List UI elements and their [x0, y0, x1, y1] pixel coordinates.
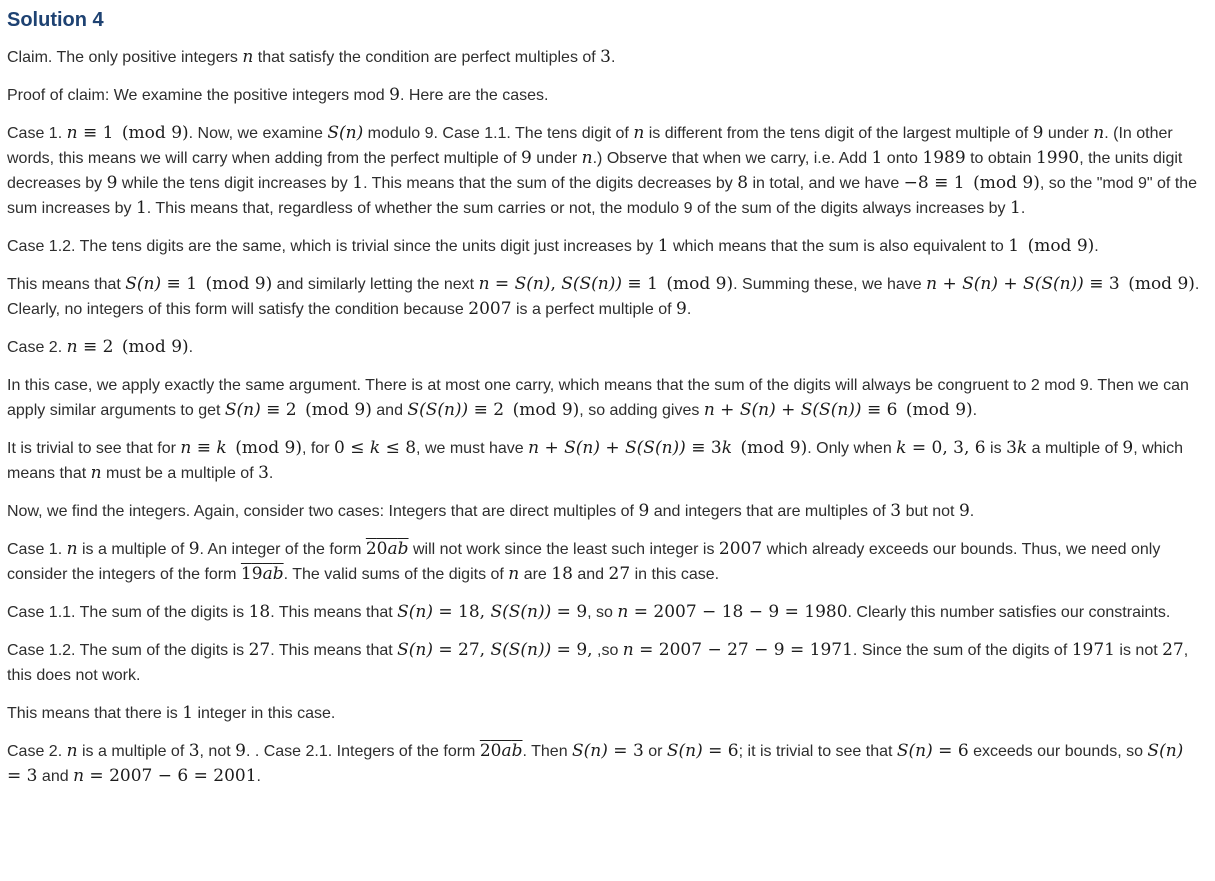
text-run: must be a multiple of: [101, 465, 259, 482]
math-run: 0 ≤: [333, 438, 370, 458]
math-run: 9: [521, 148, 532, 168]
text-run: , so adding gives: [579, 402, 704, 419]
math-run: 1971: [1071, 640, 1115, 660]
math-run: 27: [248, 640, 271, 660]
text-run: , for: [301, 440, 334, 457]
math-run: 9: [235, 741, 246, 761]
math-run: n: [66, 123, 78, 143]
page-title: Solution 4: [7, 9, 104, 31]
text-run: and: [371, 402, 408, 419]
text-run: is not: [1114, 642, 1163, 659]
math-run: 9: [1032, 123, 1044, 143]
paragraph: [7, 335, 1201, 360]
math-run: +: [937, 274, 963, 294]
text-run: , the units digit decreases by: [7, 150, 1183, 192]
math-run: n: [617, 602, 629, 622]
math-run: S(n): [739, 400, 776, 420]
math-run: ≡ 2 (mod 9): [468, 400, 580, 420]
math-run: 3: [600, 47, 611, 67]
text-run: ; it is trivial to see that: [738, 743, 897, 760]
math-run: = 0, 3, 6: [906, 438, 986, 458]
text-run: . Summing these, we have: [733, 276, 927, 293]
math-run: +: [997, 274, 1024, 294]
math-run: n: [73, 766, 85, 786]
text-run: and integers that are multiples of: [649, 503, 891, 520]
text-run: a multiple of: [1027, 440, 1123, 457]
text-run: .: [969, 503, 975, 520]
text-run: will not work since the least such integer is: [408, 541, 719, 558]
paragraph: [7, 537, 1201, 587]
math-run: S(S(n)): [800, 400, 862, 420]
math-run: 1989: [922, 148, 966, 168]
text-run: under: [531, 150, 582, 167]
math-run: 3: [188, 741, 200, 761]
math-run: (mod 9): [732, 438, 808, 458]
text-run: . Now, we examine: [188, 125, 328, 142]
math-run: = 3: [607, 741, 644, 761]
text-run: and: [37, 768, 74, 785]
math-run: 9: [188, 539, 200, 559]
text-run: .: [268, 465, 274, 482]
text-run: but not: [901, 503, 959, 520]
math-run: 1: [657, 236, 669, 256]
math-run: S(n): [125, 274, 162, 294]
math-run: ≡ 1 (mod 9): [622, 274, 734, 294]
paragraph: [7, 272, 1201, 322]
math-run: S(S(n)): [561, 274, 623, 294]
math-run: ≡ 2 (mod 9): [260, 400, 372, 420]
text-run: . . Case 2.1. Integers of the form: [245, 743, 480, 760]
math-run: S(n): [666, 741, 703, 761]
math-run: = 2007 − 18 − 9 = 1980: [628, 602, 848, 622]
math-run: 9: [389, 85, 400, 105]
math-run: = 18,: [432, 602, 491, 622]
math-run: =: [489, 274, 515, 294]
math-run: = 2007 − 6 = 2001: [84, 766, 257, 786]
math-run: 9: [638, 501, 650, 521]
math-run: n: [703, 400, 715, 420]
math-run: 9: [676, 299, 687, 319]
math-run: (mod 9): [226, 438, 302, 458]
paragraph: [7, 234, 1201, 259]
math-run: S(n): [572, 741, 608, 761]
text-run: , so: [587, 604, 618, 621]
solution-page: [7, 8, 1201, 789]
math-run: ≡ 2 (mod 9): [77, 337, 189, 357]
paragraph: [7, 739, 1201, 789]
math-run: 2007: [718, 539, 763, 559]
text-run: and: [572, 566, 609, 583]
text-run: integer in this case.: [193, 705, 336, 722]
math-run: S(n): [896, 741, 933, 761]
math-run: S(S(n)): [490, 640, 552, 660]
math-run: n: [622, 640, 634, 660]
math-run: ≡ 1 (mod 9): [161, 274, 273, 294]
text-run: Case 2.: [7, 339, 67, 356]
text-run: onto: [882, 150, 923, 167]
text-run: and similarly letting the next: [272, 276, 479, 293]
math-run: +: [599, 438, 626, 458]
math-run: k: [216, 438, 227, 458]
text-run: exceeds our bounds, so: [968, 743, 1148, 760]
text-run: . (In other words, this means we will carry when adding from the perfect multiple of: [7, 125, 1173, 167]
text-run: , not: [199, 743, 236, 760]
text-run: .: [1094, 238, 1099, 255]
math-run: n: [1093, 123, 1105, 143]
math-run: +: [775, 400, 801, 420]
text-run: , we must have: [416, 440, 529, 457]
math-run: 3: [890, 501, 902, 521]
math-run: = 3: [7, 766, 38, 786]
math-run: 3: [258, 463, 269, 483]
math-run: S(S(n)): [490, 602, 552, 622]
text-run: , this does not work.: [7, 642, 1189, 684]
math-run: +: [714, 400, 740, 420]
text-run: or: [643, 743, 667, 760]
text-run: This means that there is: [7, 705, 183, 722]
math-run: 1: [182, 703, 194, 723]
math-run: −8 ≡ 1 (mod 9): [903, 173, 1040, 193]
math-run: n: [66, 337, 78, 357]
text-run: are: [519, 566, 552, 583]
math-run: S(S(n)): [1023, 274, 1084, 294]
paragraph: [7, 638, 1201, 688]
math-run: 18: [551, 564, 573, 584]
math-run: n: [528, 438, 540, 458]
text-run: .: [1020, 200, 1026, 217]
text-run: in this case.: [630, 566, 720, 583]
math-run: ,: [550, 274, 562, 294]
paragraph: [7, 436, 1201, 486]
math-run: 27: [1162, 640, 1184, 660]
math-run: 27: [608, 564, 631, 584]
math-run: ≡: [191, 438, 217, 458]
math-overline-run: 20ab: [479, 741, 523, 761]
math-run: S(S(n)): [625, 438, 686, 458]
math-run: 18: [248, 602, 271, 622]
paragraph: [7, 45, 1201, 70]
math-run: ≡ 1 (mod 9): [77, 123, 189, 143]
math-run: n: [90, 463, 102, 483]
text-run: In this case, we apply exactly the same argument. There is at most one carry, which means that the sum of the digits will always be congruent to 2 mod 9. Then we can apply similar arguments to get: [7, 377, 1189, 419]
text-run: Case 1.2. The sum of the digits is: [7, 642, 249, 659]
math-run: ≡ 3 (mod 9): [1083, 274, 1195, 294]
paragraph: [7, 83, 1201, 108]
math-run: k: [1016, 438, 1028, 458]
math-run: 3: [1006, 438, 1017, 458]
text-run: . This means that: [270, 604, 398, 621]
text-run: Now, we find the integers. Again, consider two cases: Integers that are direct multiples of: [7, 503, 639, 520]
math-run: n: [66, 741, 78, 761]
math-overline-run: 20ab: [365, 539, 409, 559]
math-run: n: [508, 564, 520, 584]
text-run: . This means that the sum of the digits decreases by: [363, 175, 738, 192]
text-run: is a multiple of: [77, 541, 189, 558]
text-run: . Here are the cases.: [399, 87, 549, 104]
math-run: 9: [106, 173, 118, 193]
math-run: n: [478, 274, 490, 294]
text-run: It is trivial to see that for: [7, 440, 181, 457]
text-run: .: [188, 339, 194, 356]
text-run: Claim. The only positive integers: [7, 49, 243, 66]
math-run: = 6: [702, 741, 739, 761]
text-run: to obtain: [965, 150, 1036, 167]
text-run: This means that: [7, 276, 126, 293]
math-run: S(S(n)): [407, 400, 469, 420]
math-run: = 9,: [551, 640, 593, 660]
math-run: S(n): [327, 123, 364, 143]
math-overline-run: 19ab: [240, 564, 284, 584]
math-run: = 9: [551, 602, 588, 622]
text-run: Case 2.: [7, 743, 67, 760]
text-run: that satisfy the condition are perfect multiples of: [253, 49, 601, 66]
math-run: n: [633, 123, 645, 143]
text-run: Case 1.1. The sum of the digits is: [7, 604, 249, 621]
text-run: under: [1043, 125, 1094, 142]
math-run: S(n): [397, 640, 433, 660]
math-run: = 6: [932, 741, 969, 761]
text-run: . Clearly this number satisfies our constraints.: [847, 604, 1171, 621]
paragraph: [7, 701, 1201, 726]
text-run: in total, and we have: [748, 175, 904, 192]
text-run: .) Observe that when we carry, i.e. Add: [592, 150, 872, 167]
text-run: Proof of claim: We examine the positive integers mod: [7, 87, 390, 104]
math-run: ≡ 6 (mod 9): [861, 400, 973, 420]
math-run: 9: [1122, 438, 1134, 458]
math-run: S(n): [962, 274, 998, 294]
text-run: is: [985, 440, 1007, 457]
math-run: 1990: [1035, 148, 1080, 168]
math-run: 1: [1010, 198, 1021, 218]
text-run: .: [686, 301, 692, 318]
math-run: ≤ 8: [380, 438, 417, 458]
text-run: Case 1.: [7, 125, 67, 142]
text-run: . An integer of the form: [199, 541, 366, 558]
text-run: Case 1.: [7, 541, 67, 558]
paragraph: [7, 499, 1201, 524]
math-run: S(n): [224, 400, 261, 420]
math-run: k: [896, 438, 907, 458]
text-run: is a multiple of: [77, 743, 189, 760]
text-run: . Then: [522, 743, 573, 760]
math-run: 1 (mod 9): [1008, 236, 1095, 256]
math-run: k: [369, 438, 381, 458]
paragraph: [7, 121, 1201, 221]
math-run: 2007: [468, 299, 512, 319]
text-run: , which means that: [7, 440, 1183, 482]
text-run: . This means that, regardless of whether the sum carries or not, the modulo 9 of the sum of the digits always increases by: [146, 200, 1010, 217]
text-run: which already exceeds our bounds. Thus, we need only consider the integers of the form: [7, 541, 1161, 583]
text-run: . This means that: [270, 642, 398, 659]
math-run: S(n): [1147, 741, 1184, 761]
math-run: = 2007 − 27 − 9 = 1971: [633, 640, 853, 660]
text-run: . The valid sums of the digits of: [283, 566, 509, 583]
math-run: k: [721, 438, 732, 458]
math-run: S(n): [564, 438, 600, 458]
text-run: Case 1.2. The tens digits are the same, which is trivial since the units digit just increases by: [7, 238, 658, 255]
math-run: = 27,: [432, 640, 491, 660]
math-run: 8: [737, 173, 749, 193]
math-run: 1: [871, 148, 883, 168]
text-run: while the tens digit increases by: [117, 175, 353, 192]
math-run: +: [539, 438, 565, 458]
paragraph: [7, 373, 1201, 423]
text-run: . Only when: [807, 440, 897, 457]
math-run: 1: [352, 173, 364, 193]
paragraph: [7, 600, 1201, 625]
text-run: , so the "mod 9" of the sum increases by: [7, 175, 1198, 217]
text-run: modulo 9. Case 1.1. The tens digit of: [363, 125, 634, 142]
math-run: 1: [135, 198, 147, 218]
math-run: ≡ 3: [685, 438, 722, 458]
math-run: S(n): [514, 274, 551, 294]
text-run: is a perfect multiple of: [511, 301, 677, 318]
text-run: .: [256, 768, 261, 785]
text-run: is different from the tens digit of the largest multiple of: [644, 125, 1033, 142]
math-run: S(n): [397, 602, 433, 622]
text-run: ,so: [592, 642, 623, 659]
solution-body: [7, 45, 1201, 789]
text-run: . Clearly, no integers of this form will satisfy the condition because: [7, 276, 1200, 318]
text-run: .: [611, 49, 616, 66]
math-run: n: [242, 47, 254, 67]
text-run: .: [972, 402, 978, 419]
math-run: n: [66, 539, 78, 559]
math-run: n: [180, 438, 192, 458]
math-run: n: [581, 148, 593, 168]
math-run: 9: [958, 501, 970, 521]
text-run: which means that the sum is also equivalent to: [668, 238, 1009, 255]
text-run: . Since the sum of the digits of: [852, 642, 1072, 659]
math-run: n: [926, 274, 938, 294]
